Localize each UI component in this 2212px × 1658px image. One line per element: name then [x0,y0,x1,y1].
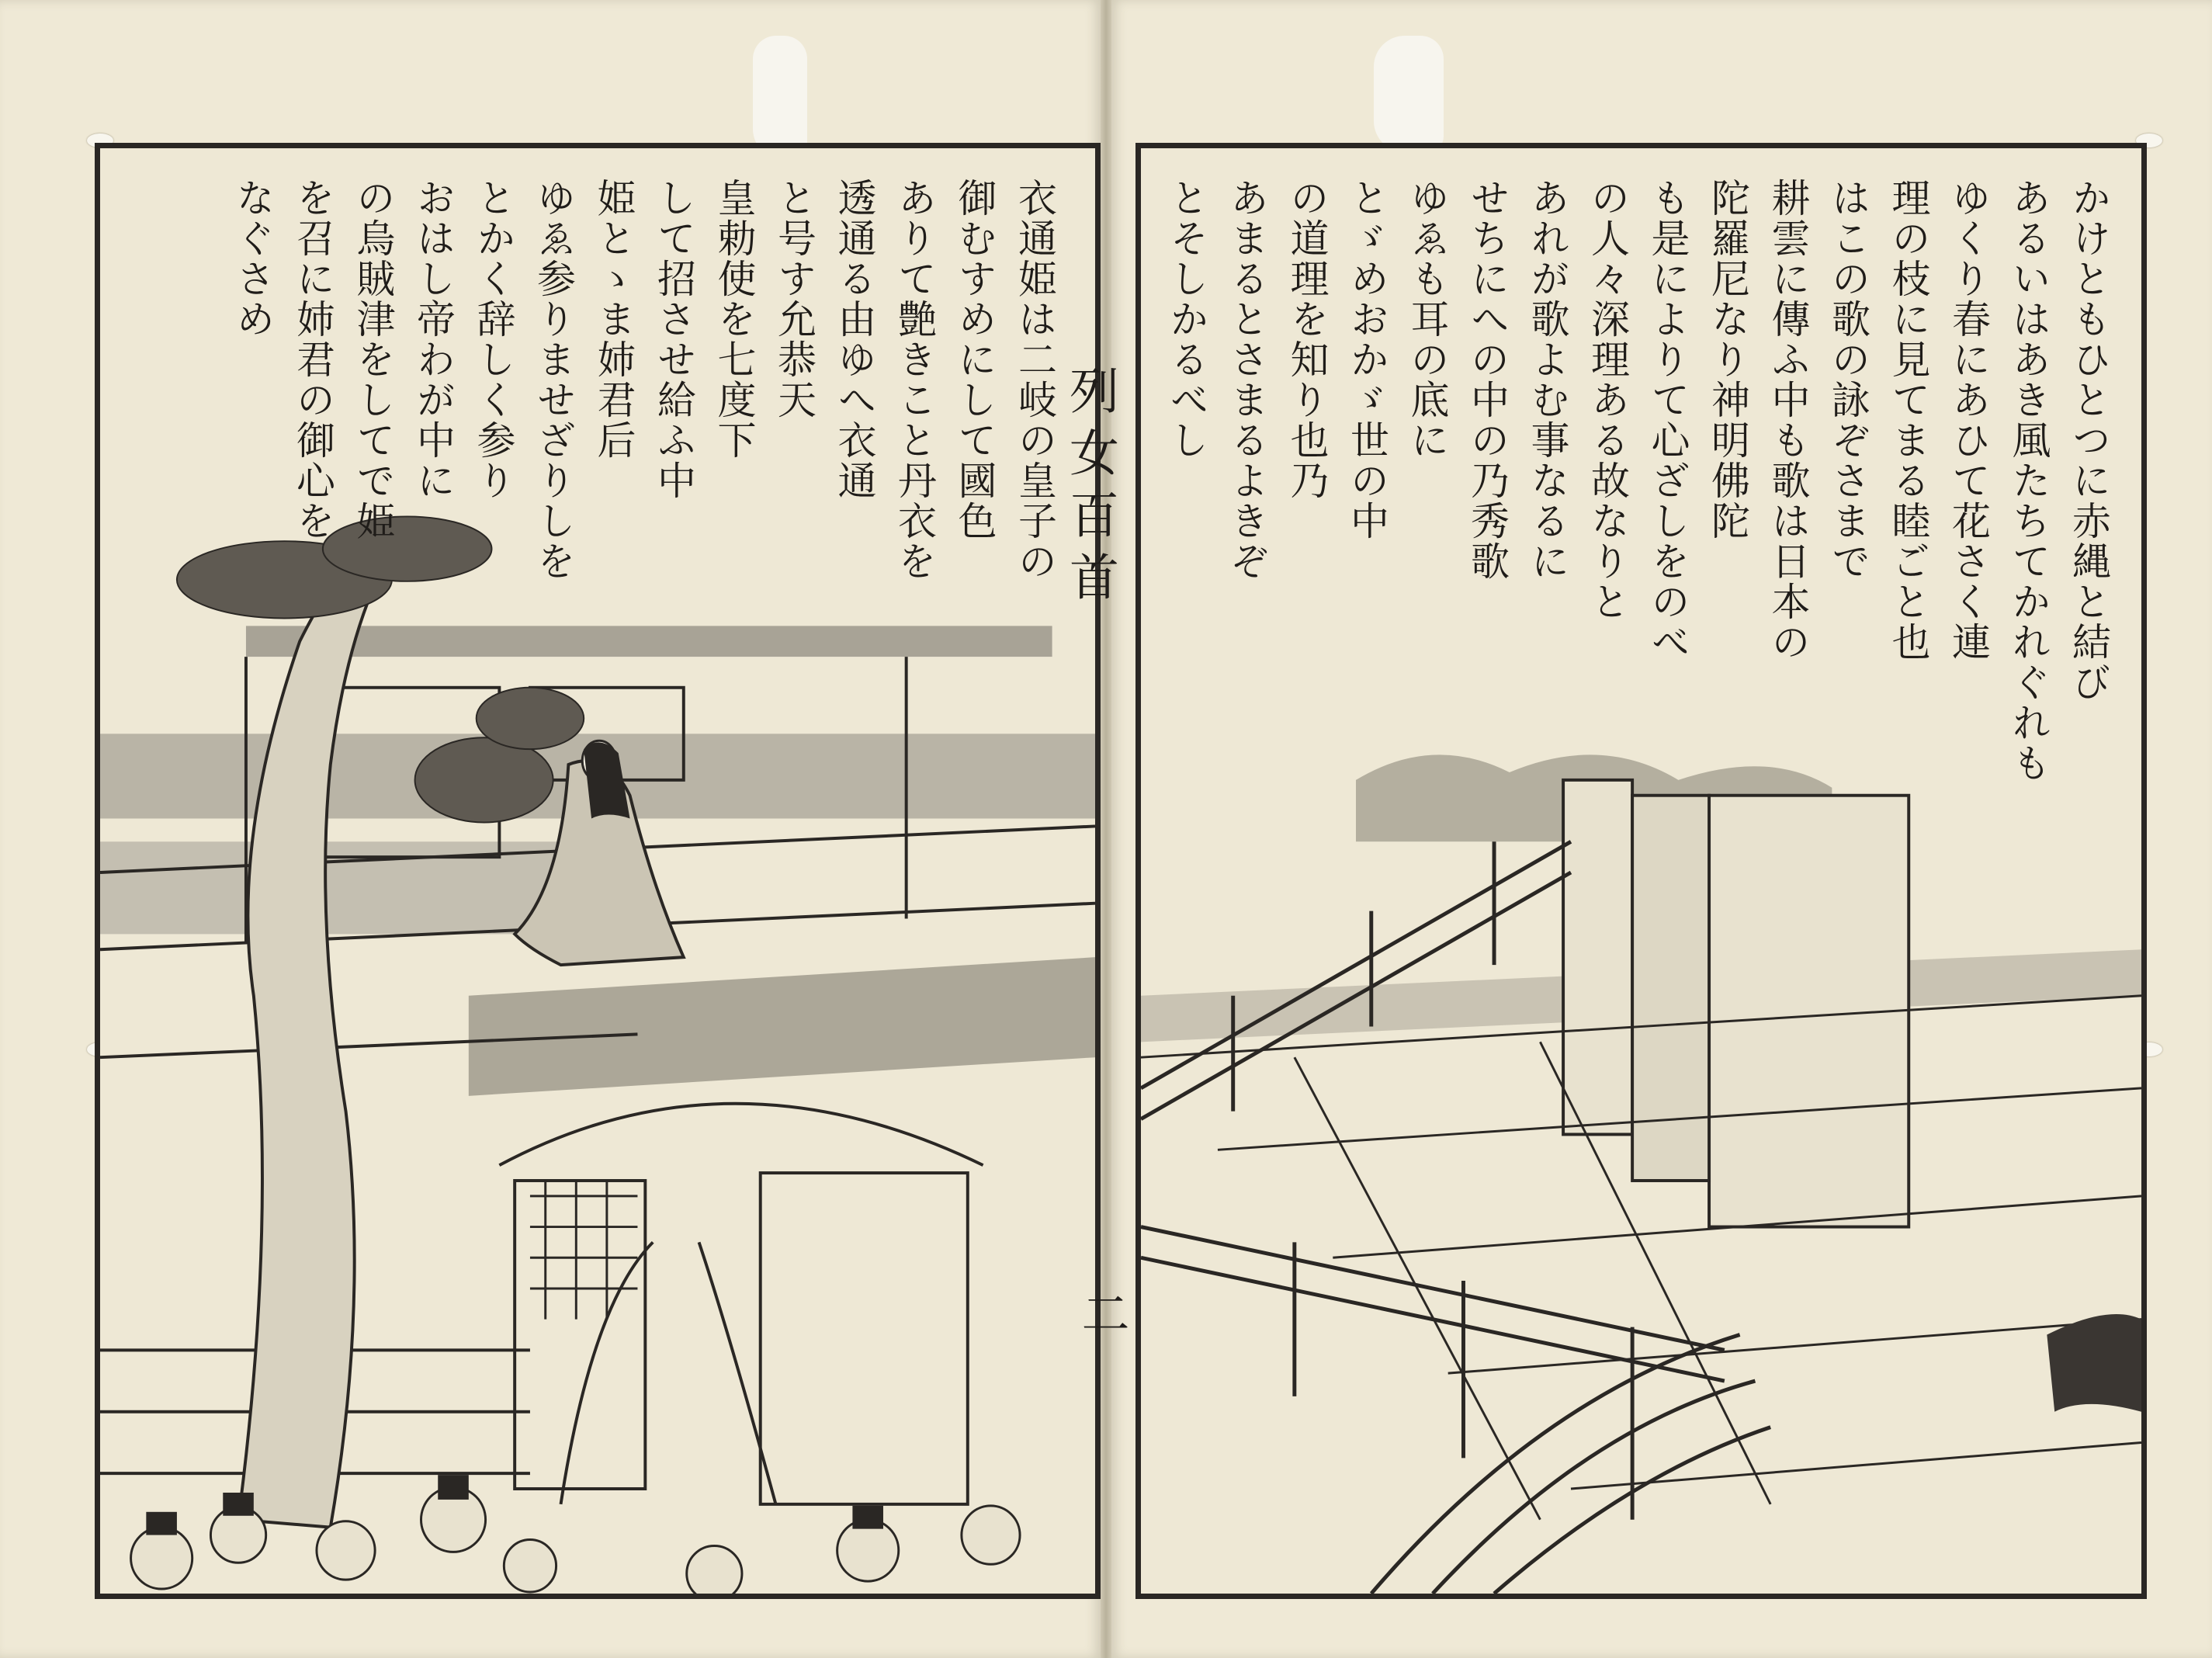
left-page-column: 皇勅使を七度下 [711,178,757,460]
right-page-column: 耕雲に傳ふ中も歌は日本の [1765,178,1811,662]
right-page-column: せちにへの中の乃秀歌 [1465,178,1510,581]
right-page-column: ゆくり春にあひて花さく連 [1946,178,1991,662]
book-title: 列女百首 [1061,365,1118,613]
right-page-column: も是によりて心ざしをのべ [1645,178,1690,662]
left-page-column: なぐさめ [230,178,276,339]
right-page-column: の道理を知り也乃 [1284,178,1330,501]
left-page-column: 衣通姫は二岐の皇子の [1012,178,1057,581]
right-page-column: あるいはあき風たちてかれぐれも [2006,178,2051,783]
left-page-column: 透通る由ゆへ衣通 [831,178,877,501]
left-page-column: ゆゑ参りませざりしを [531,178,576,581]
left-page-column: を召に姉君の御心を [290,178,335,541]
paper-tear [753,36,807,160]
paper-tear [1374,36,1444,152]
right-page-column: あまるとさまるよきぞ [1224,178,1269,581]
page-number: 二 [1073,1289,1130,1337]
right-page-column: ゆゑも耳の底に [1404,178,1450,460]
right-page-column: とそしかるべし [1163,178,1209,460]
book-gutter [1101,0,1111,1658]
left-page-column: とかく辞しく参り [470,178,516,501]
right-page-column: 陀羅尼なり神明佛陀 [1705,178,1750,541]
left-page-text [222,178,1064,768]
left-page-column: と号す允恭天 [771,178,816,420]
right-page-column: の人々深理ある故なりと [1585,178,1630,622]
right-page-column: 理の枝に見てまる睦ごと也 [1885,178,1931,662]
left-page-column: おはし帝わが中に [411,178,456,501]
left-illustration-frame [95,143,1101,1599]
left-page-column: して招させ給ふ中 [651,178,696,501]
right-page-column: とゞめおかゞ世の中 [1344,178,1389,541]
left-page-column: 姫とゝま姉君后 [591,178,636,460]
left-page-column: 御むすめにして國色 [952,178,997,541]
right-illustration-frame [1135,143,2147,1599]
left-page-column: ありて艶きこと丹衣を [892,178,937,581]
right-page-column: はこの歌の詠ぞさまで [1825,178,1870,581]
right-page-column: かけともひとつに赤縄と結び [2066,178,2111,702]
left-page-column: の烏賊津をしてで姫 [350,178,396,541]
right-page-text [1156,178,2118,861]
right-page-column: あれが歌よむ事なるに [1524,178,1570,581]
